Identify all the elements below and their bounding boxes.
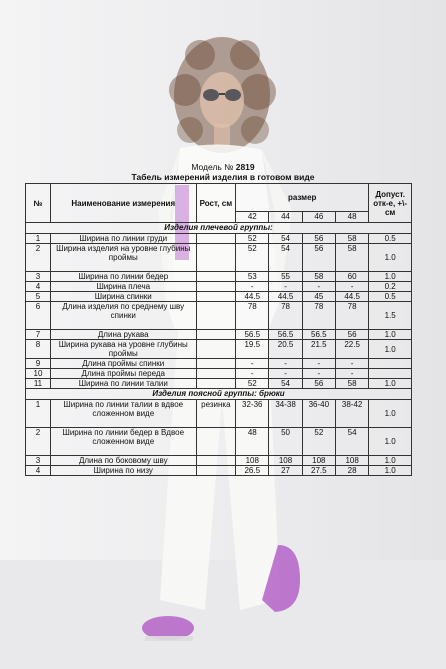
col-size: размер	[236, 184, 369, 212]
row-size-48: 56	[335, 330, 368, 340]
row-size-44: 20.5	[269, 340, 302, 359]
row-tolerance: 1.0	[369, 379, 412, 389]
table-row	[26, 234, 412, 244]
row-height	[196, 369, 236, 379]
row-height	[196, 244, 236, 272]
row-size-46: 78	[302, 302, 335, 330]
table-row	[26, 244, 412, 272]
section-row	[26, 223, 412, 234]
row-height: резинка	[196, 400, 236, 428]
row-height	[196, 456, 236, 466]
row-name: Ширина по линии талии	[50, 379, 196, 389]
section-row	[26, 389, 412, 400]
row-tolerance: 1.0	[369, 400, 412, 428]
row-size-46: 27.5	[302, 466, 335, 476]
row-number: 3	[26, 456, 51, 466]
row-size-42: -	[236, 282, 269, 292]
row-size-46: 58	[302, 272, 335, 282]
row-height	[196, 466, 236, 476]
row-number: 10	[26, 369, 51, 379]
row-height	[196, 428, 236, 456]
row-size-46: -	[302, 369, 335, 379]
row-number: 11	[26, 379, 51, 389]
row-size-46: 21.5	[302, 340, 335, 359]
row-size-46: 52	[302, 428, 335, 456]
row-number: 6	[26, 302, 51, 330]
row-name: Ширина по линии бедер в Вдвое сложенном виде	[50, 428, 196, 456]
row-size-48: -	[335, 359, 368, 369]
table-row	[26, 330, 412, 340]
row-height	[196, 282, 236, 292]
row-name: Ширина по линии груди	[50, 234, 196, 244]
table-row	[26, 428, 412, 456]
row-size-44: 54	[269, 244, 302, 272]
row-tolerance: 1.0	[369, 340, 412, 359]
table-row	[26, 379, 412, 389]
row-size-48: -	[335, 282, 368, 292]
model-number: 2819	[235, 162, 255, 172]
row-size-42: 19.5	[236, 340, 269, 359]
col-num: №	[26, 184, 51, 223]
row-size-48: 78	[335, 302, 368, 330]
row-size-46: 108	[302, 456, 335, 466]
row-number: 4	[26, 466, 51, 476]
row-size-44: 78	[269, 302, 302, 330]
row-size-42: 48	[236, 428, 269, 456]
row-size-42: 26.5	[236, 466, 269, 476]
row-size-42: 78	[236, 302, 269, 330]
row-size-46: 56	[302, 379, 335, 389]
row-name: Длина рукава	[50, 330, 196, 340]
table-row	[26, 369, 412, 379]
size-48: 48	[335, 212, 368, 223]
row-tolerance: 1.0	[369, 466, 412, 476]
row-number: 1	[26, 234, 51, 244]
col-name: Наименование измерения	[50, 184, 196, 223]
row-size-48: 44.5	[335, 292, 368, 302]
table-row	[26, 456, 412, 466]
row-size-46: 56.5	[302, 330, 335, 340]
table-row	[26, 282, 412, 292]
row-size-42: 108	[236, 456, 269, 466]
row-size-42: 53	[236, 272, 269, 282]
row-name: Длина изделия по среднему шву спинки	[50, 302, 196, 330]
row-tolerance: 1.5	[369, 302, 412, 330]
row-size-44: 54	[269, 379, 302, 389]
row-name: Ширина изделия на уровне глубины проймы	[50, 244, 196, 272]
table-row	[26, 292, 412, 302]
row-number: 2	[26, 428, 51, 456]
row-size-44: 54	[269, 234, 302, 244]
row-name: Ширина по низу	[50, 466, 196, 476]
row-number: 3	[26, 272, 51, 282]
row-size-48: 58	[335, 244, 368, 272]
model-title	[0, 162, 446, 172]
row-size-48: -	[335, 369, 368, 379]
table-body	[26, 184, 412, 476]
row-size-48: 58	[335, 234, 368, 244]
table-row	[26, 359, 412, 369]
table-row	[26, 466, 412, 476]
sunglasses	[203, 89, 219, 101]
row-number: 1	[26, 400, 51, 428]
row-size-46: 56	[302, 244, 335, 272]
table-row	[26, 302, 412, 330]
row-tolerance: 0.2	[369, 282, 412, 292]
section-title: Изделия плечевой группы:	[26, 223, 412, 234]
size-44: 44	[269, 212, 302, 223]
row-number: 2	[26, 244, 51, 272]
row-height	[196, 292, 236, 302]
table-subtitle: Табель измерений изделия в готовом виде	[131, 172, 315, 182]
row-size-42: 56.5	[236, 330, 269, 340]
row-tolerance: 1.0	[369, 272, 412, 282]
row-number: 9	[26, 359, 51, 369]
row-height	[196, 330, 236, 340]
row-number: 8	[26, 340, 51, 359]
row-size-42: 44.5	[236, 292, 269, 302]
measurement-table	[25, 183, 412, 476]
table-row	[26, 340, 412, 359]
row-number: 7	[26, 330, 51, 340]
row-tolerance: 1.0	[369, 330, 412, 340]
row-name: Ширина плеча	[50, 282, 196, 292]
row-size-44: -	[269, 359, 302, 369]
row-height	[196, 234, 236, 244]
row-size-48: 22.5	[335, 340, 368, 359]
row-tolerance: 0.5	[369, 234, 412, 244]
table-row	[26, 272, 412, 282]
size-46: 46	[302, 212, 335, 223]
row-size-46: -	[302, 359, 335, 369]
row-size-42: 52	[236, 379, 269, 389]
row-height	[196, 302, 236, 330]
row-size-44: 108	[269, 456, 302, 466]
row-name: Ширина рукава на уровне глубины проймы	[50, 340, 196, 359]
row-tolerance	[369, 359, 412, 369]
row-height	[196, 272, 236, 282]
row-size-48: 28	[335, 466, 368, 476]
row-height	[196, 379, 236, 389]
row-tolerance: 1.0	[369, 428, 412, 456]
col-height: Рост, см	[196, 184, 236, 223]
section-title: Изделия поясной группы: брюки	[26, 389, 412, 400]
row-name: Ширина спинки	[50, 292, 196, 302]
row-size-44: 50	[269, 428, 302, 456]
row-size-44: 55	[269, 272, 302, 282]
row-size-46: 56	[302, 234, 335, 244]
row-height	[196, 359, 236, 369]
row-size-46: 36-40	[302, 400, 335, 428]
row-size-44: -	[269, 369, 302, 379]
row-height	[196, 340, 236, 359]
row-name: Длина проймы переда	[50, 369, 196, 379]
row-size-48: 60	[335, 272, 368, 282]
row-number: 4	[26, 282, 51, 292]
row-tolerance: 0.5	[369, 292, 412, 302]
row-tolerance	[369, 369, 412, 379]
row-size-44: -	[269, 282, 302, 292]
row-size-46: 45	[302, 292, 335, 302]
row-name: Ширина по линии бедер	[50, 272, 196, 282]
row-size-46: -	[302, 282, 335, 292]
row-size-42: 32-36	[236, 400, 269, 428]
row-number: 5	[26, 292, 51, 302]
row-name: Длина по боковому шву	[50, 456, 196, 466]
row-size-44: 34-38	[269, 400, 302, 428]
header-row	[26, 184, 412, 212]
row-size-42: -	[236, 359, 269, 369]
row-size-44: 56.5	[269, 330, 302, 340]
row-size-44: 44.5	[269, 292, 302, 302]
row-name: Длина проймы спинки	[50, 359, 196, 369]
row-size-48: 58	[335, 379, 368, 389]
row-tolerance: 1.0	[369, 456, 412, 466]
row-size-42: -	[236, 369, 269, 379]
row-size-48: 38-42	[335, 400, 368, 428]
row-tolerance: 1.0	[369, 244, 412, 272]
col-tolerance: Допуст. отк-е, +\-см	[369, 184, 412, 223]
size-42: 42	[236, 212, 269, 223]
row-size-48: 108	[335, 456, 368, 466]
table-row	[26, 400, 412, 428]
row-size-44: 27	[269, 466, 302, 476]
row-size-42: 52	[236, 244, 269, 272]
row-name: Ширина по линии талии в вдвое сложенном виде	[50, 400, 196, 428]
row-size-42: 52	[236, 234, 269, 244]
model-label: Модель №	[191, 162, 234, 172]
row-size-48: 54	[335, 428, 368, 456]
